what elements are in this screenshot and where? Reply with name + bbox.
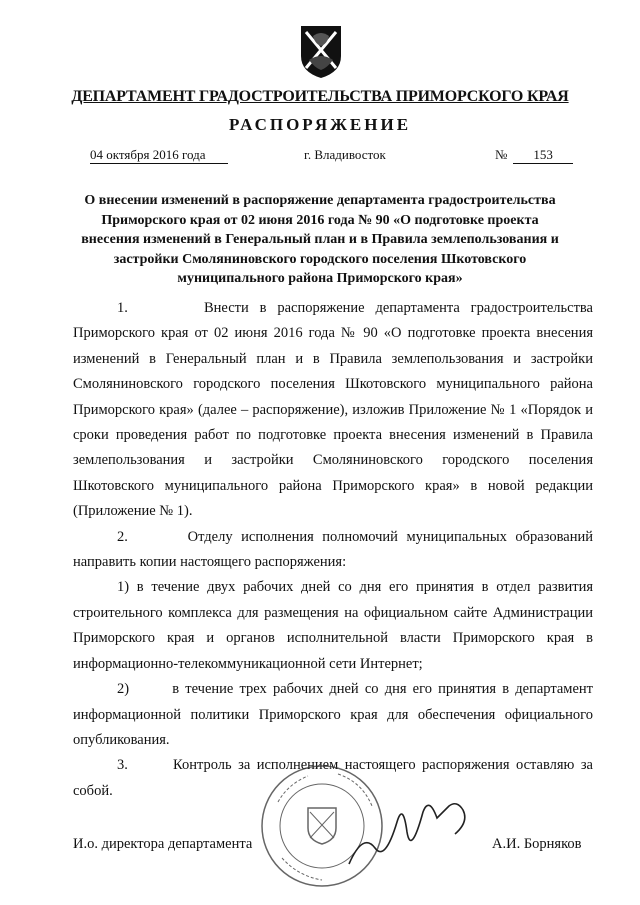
- document-city: г. Владивосток: [304, 147, 386, 162]
- date-value: 04 октября 2016 года: [90, 147, 228, 164]
- document-body: [73, 296, 593, 804]
- signatory-name: А.И. Борняков: [492, 836, 582, 852]
- handwritten-signature-icon: [345, 792, 475, 872]
- number-label: №: [495, 147, 508, 162]
- paragraph-3: 3. Контроль за исполнением настоящего распоряжения оставляю за собой.: [73, 757, 593, 799]
- document-heading: О внесении изменений в распоряжение департамента градостроительства Приморского края от 02 июня 2016 года № 90 «О подготовке проекта внесения изменений в Генеральный план и в Правила землепользования и застройки Смоляниновского городского поселения Шкотовского муниципального района Приморского края»: [81, 193, 559, 286]
- document-type-title: РАСПОРЯЖЕНИЕ: [228, 115, 412, 134]
- coat-of-arms-icon: [297, 22, 345, 80]
- paragraph-2-item-2: 2) в течение трех рабочих дней со дня его принятия в департамент информационной политики Приморского края для обеспечения официального опубликования.: [73, 681, 593, 748]
- paragraph-2-item-1: 1) в течение двух рабочих дней со дня его принятия в отдел развития строительного комплекса для размещения на официальном сайте Администрации Приморского края и органов исполнительной власти Приморского края в информационно-телекоммуникационной сети Интернет;: [73, 579, 593, 672]
- number-value: 153: [513, 147, 573, 164]
- document-number: [495, 147, 573, 164]
- paragraph-1: 1. Внести в распоряжение департамента градостроительства Приморского края от 02 июня 2016 года № 90 «О подготовке проекта внесения изменений в Генеральный план и в Правила землепользования и застройки Смоляниновского городского поселения Шкотовского муниципального района Приморского края» (далее – распоряжение), изложив Приложение № 1 «Порядок и сроки проведения работ по подготовке проекта внесения изменений в Правила землепользования и застройки Смоляниновского городского поселения Шкотовского муниципального района Приморского края» в новой редакции (Приложение № 1).: [73, 300, 593, 520]
- paragraph-2: 2. Отделу исполнения полномочий муниципальных образований направить копии настоящего распоряжения:: [73, 528, 593, 571]
- department-name: ДЕПАРТАМЕНТ ГРАДОСТРОИТЕЛЬСТВА ПРИМОРСКОГО КРАЯ: [71, 88, 569, 105]
- document-date: [90, 147, 228, 164]
- signatory-position: И.о. директора департамента: [73, 836, 253, 852]
